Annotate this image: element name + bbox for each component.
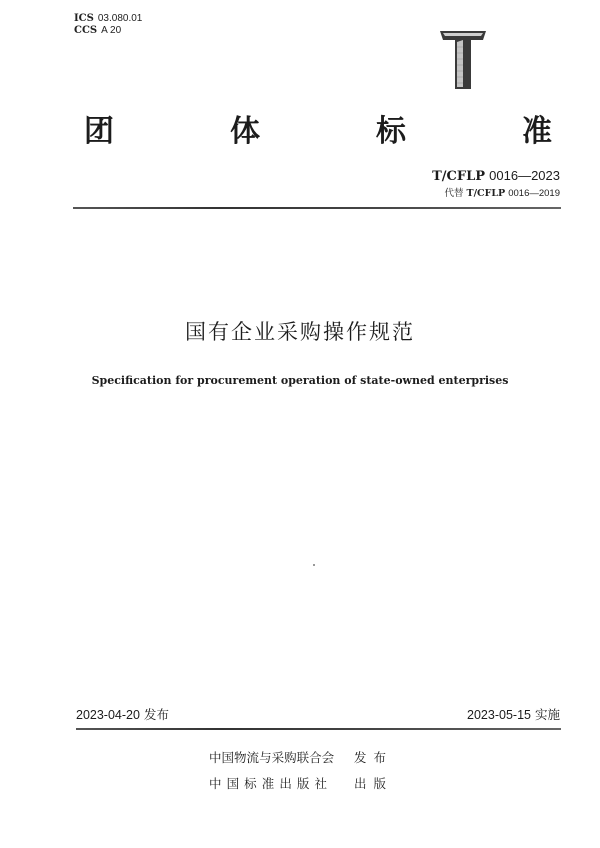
issue-date bbox=[76, 707, 169, 723]
standard-type-char: 准 bbox=[522, 114, 552, 149]
standard-type-char: 标 bbox=[376, 114, 406, 149]
implementation-date-label: 实施 bbox=[534, 707, 560, 722]
replaces-prefix: T/CFLP bbox=[466, 188, 506, 199]
publisher-role: 发布 bbox=[354, 750, 394, 765]
replaces-label: 代替 bbox=[444, 188, 464, 199]
footer-divider bbox=[76, 728, 561, 730]
replaces-standard bbox=[445, 188, 561, 200]
publisher-row bbox=[209, 745, 393, 771]
standard-code: 0016—2023 bbox=[489, 168, 560, 183]
implementation-date-value: 2023-05-15 bbox=[467, 708, 531, 722]
issue-date-value: 2023-04-20 bbox=[76, 708, 140, 722]
standard-type-char: 团 bbox=[84, 114, 114, 149]
ics-value: 03.080.01 bbox=[97, 13, 143, 24]
ccs-label: CCS bbox=[74, 25, 98, 36]
publisher-name: 中 国 标 准 出 版 社 bbox=[209, 776, 327, 791]
document-title-chinese: 国有企业采购操作规范 bbox=[185, 320, 415, 344]
classification-codes bbox=[74, 13, 142, 37]
standard-number bbox=[432, 168, 560, 185]
standard-t-logo-icon bbox=[440, 31, 486, 89]
standard-type-char: 体 bbox=[230, 114, 260, 149]
ics-code bbox=[74, 13, 142, 25]
implementation-date bbox=[467, 707, 560, 723]
standard-prefix: T/CFLP bbox=[432, 169, 486, 184]
publisher-name: 中 国 物 流 与 采 购 联 合 会 bbox=[209, 750, 335, 765]
publishers bbox=[209, 745, 393, 797]
ics-label: ICS bbox=[74, 13, 94, 24]
document-title-english: Specification for procurement operation of state-owned enterprises bbox=[91, 374, 509, 387]
issue-date-label: 发布 bbox=[143, 707, 169, 722]
publisher-role: 出版 bbox=[354, 776, 394, 791]
ccs-value: A 20 bbox=[101, 25, 122, 36]
header-divider bbox=[73, 207, 561, 209]
standard-type-heading bbox=[84, 114, 552, 150]
scan-speck bbox=[313, 564, 315, 566]
publisher-row bbox=[209, 771, 393, 797]
replaces-code: 0016—2019 bbox=[508, 188, 560, 199]
ccs-code bbox=[74, 25, 142, 37]
